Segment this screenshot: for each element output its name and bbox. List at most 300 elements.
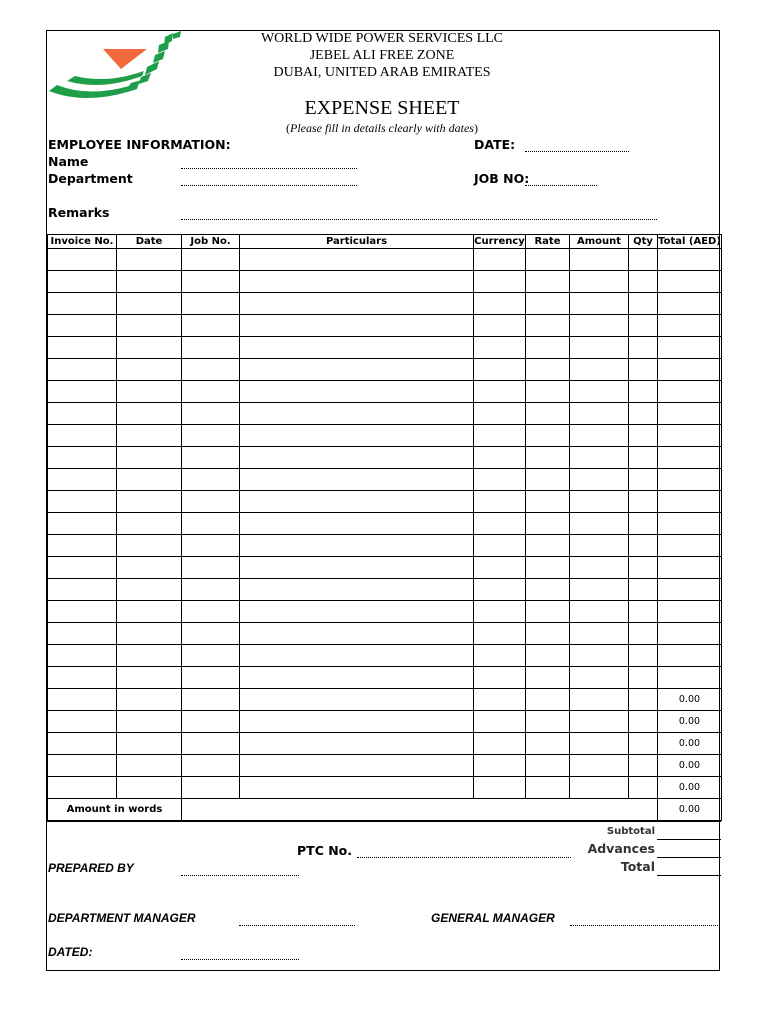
table-cell[interactable] <box>117 293 182 315</box>
table-cell[interactable] <box>182 381 240 403</box>
table-row <box>48 469 722 491</box>
table-row <box>48 557 722 579</box>
table-cell[interactable] <box>48 689 117 711</box>
table-cell[interactable] <box>182 667 240 689</box>
column-header: Date <box>117 235 182 249</box>
table-cell[interactable] <box>48 447 117 469</box>
table-row <box>48 733 722 755</box>
table-cell[interactable] <box>629 579 658 601</box>
table-cell[interactable] <box>474 579 526 601</box>
table-cell[interactable] <box>182 733 240 755</box>
table-cell[interactable] <box>48 645 117 667</box>
row-total-cell <box>658 381 722 403</box>
table-cell[interactable] <box>474 447 526 469</box>
table-cell[interactable] <box>182 469 240 491</box>
remarks-field[interactable] <box>181 219 657 220</box>
table-cell[interactable] <box>474 601 526 623</box>
table-cell[interactable] <box>526 315 570 337</box>
table-cell[interactable] <box>629 623 658 645</box>
table-cell[interactable] <box>474 711 526 733</box>
department-field[interactable] <box>181 185 357 186</box>
total-field[interactable] <box>657 875 721 876</box>
table-cell[interactable] <box>474 667 526 689</box>
table-cell[interactable] <box>526 491 570 513</box>
general-manager-label: GENERAL MANAGER <box>431 911 555 925</box>
table-cell[interactable] <box>117 337 182 359</box>
table-cell[interactable] <box>117 535 182 557</box>
table-cell[interactable] <box>629 425 658 447</box>
table-cell[interactable] <box>182 403 240 425</box>
words-total-cell: 0.00 <box>658 799 722 821</box>
table-cell[interactable] <box>570 689 629 711</box>
table-cell[interactable] <box>474 271 526 293</box>
table-cell[interactable] <box>117 469 182 491</box>
table-cell[interactable] <box>48 623 117 645</box>
job-no-label: JOB NO: <box>474 171 530 186</box>
table-cell[interactable] <box>182 293 240 315</box>
table-row <box>48 777 722 799</box>
table-cell[interactable] <box>117 359 182 381</box>
table-cell[interactable] <box>240 249 474 271</box>
table-cell[interactable] <box>240 271 474 293</box>
table-cell[interactable] <box>117 491 182 513</box>
table-cell[interactable] <box>474 359 526 381</box>
table-cell[interactable] <box>526 623 570 645</box>
table-row <box>48 513 722 535</box>
name-field[interactable] <box>181 168 357 169</box>
column-header: Job No. <box>182 235 240 249</box>
table-cell[interactable] <box>526 711 570 733</box>
table-cell[interactable] <box>474 381 526 403</box>
table-cell[interactable] <box>474 623 526 645</box>
table-cell[interactable] <box>182 777 240 799</box>
table-cell[interactable] <box>526 557 570 579</box>
table-cell[interactable] <box>182 645 240 667</box>
row-total-cell <box>658 623 722 645</box>
name-label: Name <box>48 154 89 169</box>
table-cell[interactable] <box>570 403 629 425</box>
table-cell[interactable] <box>117 777 182 799</box>
prepared-by-label: PREPARED BY <box>48 861 134 875</box>
table-cell[interactable] <box>526 777 570 799</box>
row-total-cell <box>658 667 722 689</box>
table-cell[interactable] <box>240 491 474 513</box>
row-total-cell: 0.00 <box>658 689 722 711</box>
dated-field[interactable] <box>181 959 299 960</box>
table-cell[interactable] <box>570 645 629 667</box>
table-cell[interactable] <box>182 579 240 601</box>
table-row <box>48 425 722 447</box>
row-total-cell <box>658 337 722 359</box>
table-cell[interactable] <box>526 359 570 381</box>
table-cell[interactable] <box>629 601 658 623</box>
table-row <box>48 403 722 425</box>
table-cell[interactable] <box>474 337 526 359</box>
table-cell[interactable] <box>182 315 240 337</box>
table-cell[interactable] <box>629 469 658 491</box>
date-label: DATE: <box>474 137 516 152</box>
table-cell[interactable] <box>240 359 474 381</box>
table-cell[interactable] <box>117 733 182 755</box>
department-manager-label: DEPARTMENT MANAGER <box>48 911 196 925</box>
table-cell[interactable] <box>240 667 474 689</box>
table-cell[interactable] <box>117 601 182 623</box>
row-total-cell <box>658 513 722 535</box>
row-total-cell <box>658 535 722 557</box>
table-row <box>48 293 722 315</box>
table-row <box>48 579 722 601</box>
table-cell[interactable] <box>526 403 570 425</box>
table-cell[interactable] <box>117 403 182 425</box>
table-cell[interactable] <box>526 645 570 667</box>
row-total-cell <box>658 601 722 623</box>
table-cell[interactable] <box>182 425 240 447</box>
table-cell[interactable] <box>570 557 629 579</box>
table-cell[interactable] <box>570 425 629 447</box>
table-cell[interactable] <box>182 711 240 733</box>
table-cell[interactable] <box>526 733 570 755</box>
table-cell[interactable] <box>117 667 182 689</box>
table-cell[interactable] <box>570 755 629 777</box>
table-cell[interactable] <box>240 425 474 447</box>
table-cell[interactable] <box>117 711 182 733</box>
table-row <box>48 337 722 359</box>
subtotal-field[interactable] <box>657 839 721 840</box>
table-cell[interactable] <box>182 601 240 623</box>
table-cell[interactable] <box>48 315 117 337</box>
table-cell[interactable] <box>240 623 474 645</box>
row-total-cell: 0.00 <box>658 711 722 733</box>
row-total-cell <box>658 315 722 337</box>
row-total-cell <box>658 359 722 381</box>
table-row <box>48 249 722 271</box>
column-header: Particulars <box>240 235 474 249</box>
table-cell[interactable] <box>182 535 240 557</box>
table-cell[interactable] <box>629 447 658 469</box>
table-cell[interactable] <box>629 381 658 403</box>
table-cell[interactable] <box>117 381 182 403</box>
general-manager-field[interactable] <box>570 925 720 926</box>
table-cell[interactable] <box>182 491 240 513</box>
table-cell[interactable] <box>526 667 570 689</box>
table-cell[interactable] <box>629 711 658 733</box>
table-cell[interactable] <box>117 315 182 337</box>
column-header: Amount <box>570 235 629 249</box>
table-cell[interactable] <box>240 777 474 799</box>
table-cell[interactable] <box>240 601 474 623</box>
amount-in-words-label: Amount in words <box>48 799 182 821</box>
table-cell[interactable] <box>182 755 240 777</box>
table-cell[interactable] <box>117 645 182 667</box>
table-cell[interactable] <box>526 601 570 623</box>
table-cell[interactable] <box>48 249 117 271</box>
table-row <box>48 359 722 381</box>
table-cell[interactable] <box>48 667 117 689</box>
table-cell[interactable] <box>182 557 240 579</box>
table-cell[interactable] <box>570 667 629 689</box>
table-cell[interactable] <box>570 601 629 623</box>
table-cell[interactable] <box>474 491 526 513</box>
table-cell[interactable] <box>240 711 474 733</box>
table-cell[interactable] <box>629 271 658 293</box>
expense-table <box>47 234 722 821</box>
table-cell[interactable] <box>48 293 117 315</box>
table-cell[interactable] <box>240 447 474 469</box>
table-cell[interactable] <box>629 513 658 535</box>
table-cell[interactable] <box>117 755 182 777</box>
ptc-no-field[interactable] <box>357 857 571 858</box>
table-cell[interactable] <box>48 733 117 755</box>
row-total-cell <box>658 557 722 579</box>
table-cell[interactable] <box>48 425 117 447</box>
row-total-cell <box>658 249 722 271</box>
table-cell[interactable] <box>474 777 526 799</box>
table-cell[interactable] <box>48 535 117 557</box>
table-cell[interactable] <box>526 469 570 491</box>
row-total-cell <box>658 579 722 601</box>
company-logo <box>47 31 197 106</box>
table-cell[interactable] <box>240 381 474 403</box>
table-row <box>48 381 722 403</box>
table-cell[interactable] <box>570 293 629 315</box>
table-cell[interactable] <box>48 579 117 601</box>
job-no-field[interactable] <box>525 185 597 186</box>
table-cell[interactable] <box>570 513 629 535</box>
table-cell[interactable] <box>48 601 117 623</box>
dated-label: DATED: <box>48 945 93 959</box>
employee-info-label: EMPLOYEE INFORMATION: <box>48 137 231 152</box>
total-label: Total <box>620 859 655 874</box>
table-cell[interactable] <box>182 623 240 645</box>
table-cell[interactable] <box>48 381 117 403</box>
table-cell[interactable] <box>526 425 570 447</box>
table-cell[interactable] <box>629 689 658 711</box>
table-row <box>48 645 722 667</box>
table-cell[interactable] <box>629 491 658 513</box>
row-total-cell: 0.00 <box>658 755 722 777</box>
table-cell[interactable] <box>570 315 629 337</box>
table-cell[interactable] <box>48 469 117 491</box>
table-row <box>48 271 722 293</box>
table-cell[interactable] <box>526 447 570 469</box>
table-row <box>48 491 722 513</box>
table-cell[interactable] <box>117 623 182 645</box>
table-cell[interactable] <box>240 337 474 359</box>
table-cell[interactable] <box>474 293 526 315</box>
table-row <box>48 623 722 645</box>
table-cell[interactable] <box>570 733 629 755</box>
table-cell[interactable] <box>182 359 240 381</box>
department-label: Department <box>48 171 133 186</box>
column-header: Invoice No. <box>48 235 117 249</box>
column-header: Rate <box>526 235 570 249</box>
table-cell[interactable] <box>474 249 526 271</box>
table-cell[interactable] <box>629 777 658 799</box>
column-header: Total (AED) <box>658 236 721 247</box>
table-cell[interactable] <box>629 733 658 755</box>
table-cell[interactable] <box>240 315 474 337</box>
table-cell[interactable] <box>182 447 240 469</box>
table-cell[interactable] <box>526 689 570 711</box>
table-cell[interactable] <box>570 579 629 601</box>
table-cell[interactable] <box>240 689 474 711</box>
table-cell[interactable] <box>117 513 182 535</box>
row-total-cell <box>658 403 722 425</box>
table-cell[interactable] <box>182 513 240 535</box>
table-cell[interactable] <box>48 557 117 579</box>
table-cell[interactable] <box>629 337 658 359</box>
table-cell[interactable] <box>526 755 570 777</box>
table-cell[interactable] <box>474 755 526 777</box>
table-cell[interactable] <box>526 337 570 359</box>
table-row <box>48 667 722 689</box>
column-header: Qty <box>629 235 658 249</box>
table-cell[interactable] <box>526 271 570 293</box>
table-cell[interactable] <box>474 403 526 425</box>
table-cell[interactable] <box>629 755 658 777</box>
table-cell[interactable] <box>474 513 526 535</box>
table-row <box>48 711 722 733</box>
table-cell[interactable] <box>629 645 658 667</box>
table-cell[interactable] <box>570 381 629 403</box>
table-cell[interactable] <box>474 557 526 579</box>
advances-field[interactable] <box>657 857 721 858</box>
row-total-cell <box>658 469 722 491</box>
table-row <box>48 315 722 337</box>
company-location: JEBEL ALI FREE ZONE <box>309 48 455 63</box>
table-cell[interactable] <box>182 271 240 293</box>
subtotal-label: Subtotal <box>606 826 655 837</box>
table-cell[interactable] <box>629 667 658 689</box>
table-cell[interactable] <box>570 711 629 733</box>
table-cell[interactable] <box>474 469 526 491</box>
expense-sheet-form <box>46 30 720 971</box>
advances-label: Advances <box>587 841 655 856</box>
table-cell[interactable] <box>182 689 240 711</box>
row-total-cell <box>658 425 722 447</box>
footer-divider <box>47 821 721 822</box>
table-cell[interactable] <box>48 513 117 535</box>
table-cell[interactable] <box>570 249 629 271</box>
row-total-cell <box>658 447 722 469</box>
table-cell[interactable] <box>570 337 629 359</box>
table-cell[interactable] <box>570 491 629 513</box>
table-cell[interactable] <box>182 249 240 271</box>
row-total-cell <box>658 271 722 293</box>
table-cell[interactable] <box>629 293 658 315</box>
row-total-cell <box>658 293 722 315</box>
table-cell[interactable] <box>240 535 474 557</box>
table-cell[interactable] <box>570 447 629 469</box>
table-cell[interactable] <box>48 755 117 777</box>
table-cell[interactable] <box>474 315 526 337</box>
table-cell[interactable] <box>629 535 658 557</box>
table-cell[interactable] <box>240 469 474 491</box>
table-cell[interactable] <box>629 403 658 425</box>
table-cell[interactable] <box>474 425 526 447</box>
table-cell[interactable] <box>240 557 474 579</box>
table-cell[interactable] <box>48 337 117 359</box>
table-cell[interactable] <box>526 249 570 271</box>
page-subtitle: (Please fill in details clearly with dates) <box>286 121 478 135</box>
remarks-label: Remarks <box>48 205 110 220</box>
table-cell[interactable] <box>48 491 117 513</box>
table-cell[interactable] <box>526 293 570 315</box>
table-cell[interactable] <box>117 271 182 293</box>
table-cell[interactable] <box>474 733 526 755</box>
table-cell[interactable] <box>240 645 474 667</box>
table-cell[interactable] <box>240 733 474 755</box>
table-cell[interactable] <box>629 249 658 271</box>
table-row <box>48 535 722 557</box>
table-row <box>48 689 722 711</box>
table-cell[interactable] <box>474 645 526 667</box>
row-total-cell <box>658 491 722 513</box>
table-cell[interactable] <box>117 557 182 579</box>
table-cell[interactable] <box>570 359 629 381</box>
table-cell[interactable] <box>570 777 629 799</box>
table-cell[interactable] <box>117 447 182 469</box>
table-cell[interactable] <box>526 579 570 601</box>
amount-in-words-field[interactable] <box>182 799 658 821</box>
date-field[interactable] <box>525 151 629 152</box>
table-cell[interactable] <box>240 293 474 315</box>
table-cell[interactable] <box>240 403 474 425</box>
table-cell[interactable] <box>117 249 182 271</box>
table-cell[interactable] <box>526 513 570 535</box>
table-cell[interactable] <box>629 557 658 579</box>
company-name: WORLD WIDE POWER SERVICES LLC <box>260 31 504 46</box>
table-cell[interactable] <box>629 315 658 337</box>
table-cell[interactable] <box>48 271 117 293</box>
table-cell[interactable] <box>570 623 629 645</box>
table-cell[interactable] <box>48 403 117 425</box>
table-cell[interactable] <box>240 579 474 601</box>
row-total-cell: 0.00 <box>658 733 722 755</box>
table-header-row <box>48 235 722 249</box>
table-cell[interactable] <box>474 535 526 557</box>
table-cell[interactable] <box>48 777 117 799</box>
table-cell[interactable] <box>526 381 570 403</box>
table-cell[interactable] <box>570 535 629 557</box>
row-total-cell: 0.00 <box>658 777 722 799</box>
row-total-cell <box>658 645 722 667</box>
table-cell[interactable] <box>629 359 658 381</box>
table-cell[interactable] <box>117 425 182 447</box>
table-cell[interactable] <box>474 689 526 711</box>
table-row <box>48 601 722 623</box>
table-cell[interactable] <box>117 579 182 601</box>
table-cell[interactable] <box>48 359 117 381</box>
company-address: DUBAI, UNITED ARAB EMIRATES <box>273 65 491 80</box>
table-cell[interactable] <box>48 711 117 733</box>
amount-in-words-row <box>48 799 722 821</box>
table-cell[interactable] <box>117 689 182 711</box>
table-cell[interactable] <box>570 271 629 293</box>
prepared-by-field[interactable] <box>181 875 299 876</box>
page-title: EXPENSE SHEET <box>304 97 460 119</box>
table-row <box>48 755 722 777</box>
table-cell[interactable] <box>240 513 474 535</box>
table-row <box>48 447 722 469</box>
table-cell[interactable] <box>570 469 629 491</box>
column-header: Currency <box>474 236 525 247</box>
table-cell[interactable] <box>182 337 240 359</box>
table-cell[interactable] <box>240 755 474 777</box>
department-manager-field[interactable] <box>239 925 355 926</box>
ptc-no-label: PTC No. <box>297 843 353 858</box>
table-cell[interactable] <box>526 535 570 557</box>
